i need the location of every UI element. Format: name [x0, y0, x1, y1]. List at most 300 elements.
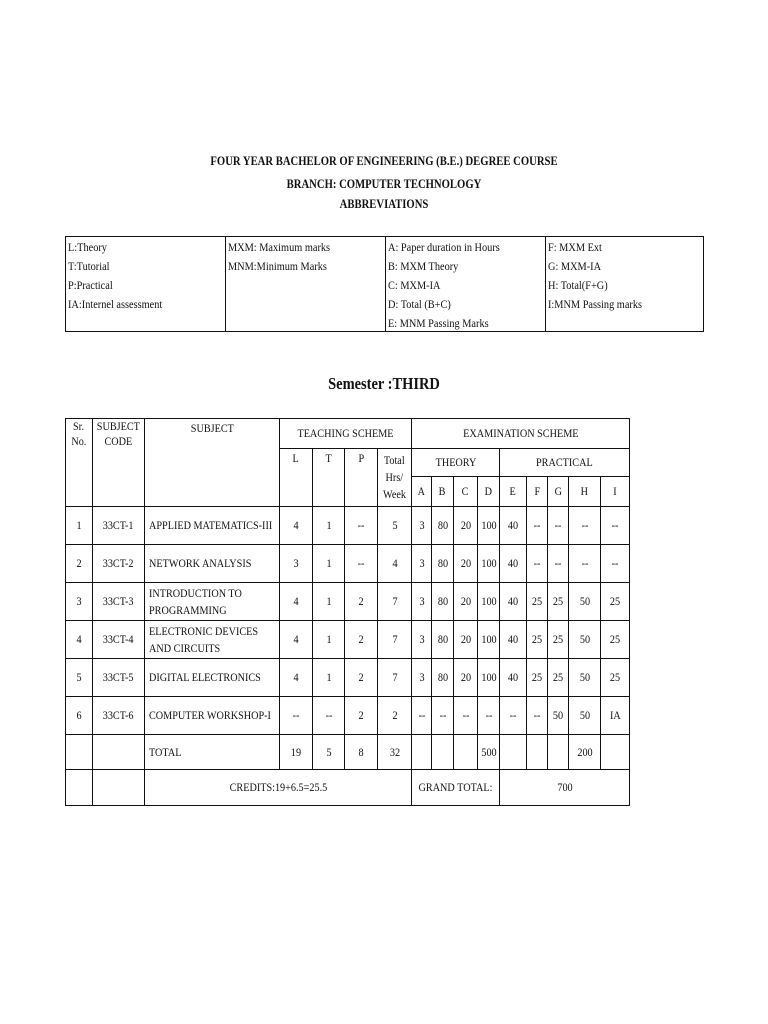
table-cell	[548, 697, 569, 735]
table-cell	[569, 697, 601, 735]
table-cell	[548, 735, 569, 770]
table-cell	[66, 697, 93, 735]
table-cell	[500, 583, 527, 621]
table-cell-text: 1	[325, 518, 332, 532]
table-cell	[478, 545, 500, 583]
table-cell	[500, 735, 527, 770]
table-cell-text: 80	[437, 670, 448, 684]
table-cell	[569, 507, 601, 545]
practical-header	[500, 449, 630, 477]
table-cell-text: 1	[325, 556, 332, 570]
header-row-1	[66, 419, 630, 449]
table-cell	[378, 697, 412, 735]
table-cell-text: 20	[460, 556, 471, 570]
table-cell	[601, 621, 630, 659]
examination-scheme-header	[412, 419, 630, 449]
table-row	[66, 507, 630, 545]
table-cell-text: 20	[460, 632, 471, 646]
table-cell	[478, 621, 500, 659]
table-cell	[412, 507, 432, 545]
credits-row	[66, 770, 630, 806]
abbr-item: C: MXM-IA	[388, 278, 441, 292]
table-cell	[527, 659, 548, 697]
table-cell	[93, 659, 145, 697]
table-cell-text: --	[554, 518, 562, 532]
table-cell-text: INTRODUCTION TO PROGRAMMING	[149, 585, 242, 617]
table-cell	[145, 735, 280, 770]
table-cell	[412, 621, 432, 659]
table-cell	[66, 545, 93, 583]
table-cell-text: 25	[609, 670, 621, 684]
table-cell-text: 33CT-1	[103, 518, 134, 532]
table-cell-text: 7	[391, 594, 398, 608]
table-cell-text: 3	[293, 556, 299, 570]
table-row	[66, 659, 630, 697]
table-cell	[527, 621, 548, 659]
table-cell-text: SUBJECT	[96, 419, 141, 433]
branch-title: BRANCH: COMPUTER TECHNOLOGY	[286, 176, 482, 191]
table-cell	[66, 659, 93, 697]
table-cell-text: 4	[293, 632, 299, 646]
table-cell-text: 5	[325, 744, 332, 759]
table-cell-text: 4	[293, 594, 299, 608]
total-hours-header	[378, 449, 412, 507]
table-cell-text: 700	[556, 780, 573, 794]
table-cell	[345, 545, 378, 583]
table-cell	[432, 545, 454, 583]
table-cell	[454, 659, 478, 697]
table-cell-text: 32	[389, 744, 400, 759]
table-cell	[313, 545, 345, 583]
table-cell-text: --	[554, 556, 562, 570]
table-cell	[345, 659, 378, 697]
table-cell	[548, 583, 569, 621]
table-cell	[66, 770, 93, 806]
table-cell	[280, 621, 313, 659]
table-cell-text: THEORY	[435, 455, 476, 469]
table-cell-text: --	[439, 708, 446, 722]
table-cell-text: B	[439, 484, 446, 498]
table-cell	[569, 621, 601, 659]
table-cell	[378, 735, 412, 770]
table-cell	[500, 697, 527, 735]
table-cell-text: --	[533, 556, 541, 570]
table-cell	[548, 507, 569, 545]
table-cell	[432, 583, 454, 621]
abbr-column-4	[546, 237, 703, 331]
table-cell	[569, 545, 601, 583]
table-cell-text: L	[292, 451, 300, 465]
table-cell-text: --	[325, 708, 332, 722]
table-cell	[145, 545, 280, 583]
table-cell-text: --	[611, 556, 619, 570]
table-cell-text: 3	[418, 556, 425, 570]
table-cell-text: 25	[609, 594, 621, 608]
table-cell-text: 25	[552, 632, 564, 646]
table-cell-text: 3	[76, 594, 82, 608]
table-cell	[378, 621, 412, 659]
table-cell-text: GRAND TOTAL:	[418, 780, 493, 794]
table-cell	[280, 735, 313, 770]
table-cell-text: EXAMINATION SCHEME	[462, 426, 579, 440]
table-cell-text: --	[357, 556, 365, 570]
abbr-item: E: MNM Passing Marks	[388, 316, 489, 330]
table-cell	[412, 697, 432, 735]
subject-header	[145, 419, 280, 507]
table-cell	[93, 735, 145, 770]
table-cell	[432, 697, 454, 735]
table-cell-text: 25	[531, 632, 543, 646]
table-cell-text: Week	[383, 487, 406, 501]
table-cell-text: 4	[293, 518, 299, 532]
table-cell	[378, 507, 412, 545]
table-cell	[432, 507, 454, 545]
table-cell-text: 6	[76, 708, 82, 722]
table-cell-text: 33CT-6	[103, 708, 134, 722]
table-cell	[412, 735, 432, 770]
table-cell	[66, 507, 93, 545]
table-cell	[280, 545, 313, 583]
abbr-item: D: Total (B+C)	[388, 297, 451, 311]
table-cell	[313, 621, 345, 659]
table-cell-text: Total	[384, 453, 405, 467]
table-cell-text: --	[581, 556, 588, 570]
table-cell	[527, 507, 548, 545]
abbr-item: B: MXM Theory	[388, 259, 459, 273]
table-cell-text: 80	[437, 594, 448, 608]
table-cell	[569, 659, 601, 697]
table-cell-text: TEACHING SCHEME	[297, 426, 394, 440]
table-cell	[93, 507, 145, 545]
table-cell	[412, 659, 432, 697]
lecture-header	[280, 449, 313, 507]
table-cell-text: H	[580, 484, 589, 498]
table-cell-text: 50	[552, 708, 564, 722]
document-title: FOUR YEAR BACHELOR OF ENGINEERING (B.E.) DEGREE COURSE	[210, 153, 558, 168]
table-cell	[280, 697, 313, 735]
sr-no-header	[66, 419, 93, 507]
table-cell-text: 20	[460, 518, 471, 532]
abbr-item: I:MNM Passing marks	[548, 297, 643, 311]
table-cell	[601, 545, 630, 583]
table-cell	[601, 507, 630, 545]
table-cell-text: E	[509, 484, 517, 498]
abbr-item: IA:Internel assessment	[68, 297, 163, 311]
abbr-item: F: MXM Ext	[548, 240, 602, 254]
table-cell	[412, 583, 432, 621]
table-cell-text: 50	[579, 632, 590, 646]
abbr-column-1	[66, 237, 226, 331]
table-cell-text: 5	[76, 670, 82, 684]
table-cell-text: --	[292, 708, 300, 722]
table-cell	[145, 583, 280, 621]
table-cell	[500, 659, 527, 697]
table-cell-text: 8	[358, 744, 364, 759]
table-cell	[280, 659, 313, 697]
table-cell-text: 3	[418, 518, 425, 532]
table-cell	[454, 583, 478, 621]
table-cell-text: I	[613, 484, 617, 498]
table-cell	[412, 545, 432, 583]
table-cell-text: APPLIED MATEMATICS-III	[149, 518, 273, 532]
table-cell-text: 3	[418, 670, 425, 684]
col-h-header	[569, 477, 601, 507]
table-cell	[93, 621, 145, 659]
table-cell	[601, 583, 630, 621]
table-cell-text: PRACTICAL	[536, 455, 593, 469]
table-cell-text: 2	[358, 708, 364, 722]
abbr-column-2	[226, 237, 386, 331]
table-cell-text: SUBJECT	[190, 421, 234, 435]
table-cell-text: --	[462, 708, 469, 722]
table-cell-text: 7	[391, 670, 398, 684]
table-cell	[548, 621, 569, 659]
table-cell-text: C	[462, 484, 469, 498]
abbr-item: H: Total(F+G)	[548, 278, 608, 292]
table-cell	[478, 583, 500, 621]
table-row	[66, 545, 630, 583]
table-cell-text: 1	[325, 594, 332, 608]
table-cell-text: 19	[290, 744, 302, 759]
scheme-table	[65, 418, 630, 806]
abbr-item: A: Paper duration in Hours	[388, 240, 500, 254]
table-cell-text: G	[554, 484, 562, 498]
table-cell	[93, 545, 145, 583]
table-cell-text: 3	[418, 594, 425, 608]
abbr-item: P:Practical	[68, 278, 113, 292]
table-cell-text: 500	[480, 744, 497, 759]
table-cell	[432, 735, 454, 770]
table-cell	[345, 621, 378, 659]
table-cell-text: ELECTRONIC DEVICES AND CIRCUITS	[149, 623, 259, 655]
abbreviations-box	[65, 236, 704, 332]
table-cell-text: Hrs/	[385, 470, 404, 484]
table-cell	[93, 770, 145, 806]
table-cell-text: 25	[552, 594, 564, 608]
table-cell	[432, 621, 454, 659]
table-cell	[454, 735, 478, 770]
table-cell-text: 25	[609, 632, 621, 646]
table-cell-text: 2	[76, 556, 82, 570]
table-cell-text: 33CT-5	[103, 670, 134, 684]
table-cell-text: 100	[480, 670, 497, 684]
table-cell	[548, 545, 569, 583]
table-cell-text: 40	[507, 594, 519, 608]
table-cell-text: 20	[460, 670, 471, 684]
table-cell-text: 40	[507, 518, 519, 532]
practical-hours-header	[345, 449, 378, 507]
table-cell-text: 80	[437, 632, 448, 646]
table-row	[66, 697, 630, 735]
table-cell-text: 1	[325, 632, 332, 646]
abbr-item: T:Tutorial	[68, 259, 110, 273]
table-cell-text: CODE	[104, 434, 133, 448]
col-a-header	[412, 477, 432, 507]
table-cell	[432, 659, 454, 697]
table-cell-text: 7	[391, 632, 398, 646]
table-cell-text: IA	[609, 708, 621, 722]
table-cell-text: 50	[579, 670, 590, 684]
table-cell-text: 3	[418, 632, 425, 646]
table-cell-text: 40	[507, 670, 519, 684]
table-cell	[345, 735, 378, 770]
table-cell	[313, 583, 345, 621]
table-cell	[527, 583, 548, 621]
table-cell	[280, 507, 313, 545]
table-cell-text: 100	[480, 518, 497, 532]
abbr-item: MNM:Minimum Marks	[228, 259, 327, 273]
table-cell	[378, 583, 412, 621]
table-cell-text: 100	[480, 594, 497, 608]
table-cell-text: DIGITAL ELECTRONICS	[149, 670, 261, 684]
table-cell	[345, 583, 378, 621]
table-cell	[601, 697, 630, 735]
table-row	[66, 583, 630, 621]
table-cell-text: 50	[579, 594, 590, 608]
table-cell	[66, 621, 93, 659]
table-cell	[378, 659, 412, 697]
table-cell-text: CREDITS:19+6.5=25.5	[229, 780, 327, 794]
table-cell-text: 40	[507, 556, 519, 570]
table-cell	[66, 583, 93, 621]
table-cell	[527, 735, 548, 770]
table-cell-text: 33CT-3	[103, 594, 134, 608]
table-cell	[313, 735, 345, 770]
col-b-header	[432, 477, 454, 507]
table-cell	[345, 507, 378, 545]
table-cell	[145, 659, 280, 697]
table-cell	[500, 507, 527, 545]
table-cell-text: --	[611, 518, 619, 532]
table-cell-text: 1	[76, 518, 82, 532]
total-label: TOTAL	[149, 744, 182, 759]
table-cell-text: 2	[391, 708, 398, 722]
table-cell	[569, 735, 601, 770]
table-cell-text: COMPUTER WORKSHOP-I	[149, 708, 271, 722]
table-cell-text: --	[485, 708, 492, 722]
table-cell-text: D	[484, 484, 493, 498]
col-g-header	[548, 477, 569, 507]
table-cell	[313, 507, 345, 545]
table-cell-text: 40	[507, 632, 519, 646]
table-cell	[500, 545, 527, 583]
table-cell-text: 25	[552, 670, 564, 684]
table-cell-text: 200	[576, 744, 593, 759]
table-cell	[601, 659, 630, 697]
table-cell-text: --	[509, 708, 517, 722]
table-cell-text: 25	[531, 670, 543, 684]
tutorial-header	[313, 449, 345, 507]
table-cell-text: 20	[460, 594, 471, 608]
col-d-header	[478, 477, 500, 507]
table-cell	[313, 659, 345, 697]
table-cell-text: 100	[480, 556, 497, 570]
grand-total-value	[500, 770, 630, 806]
table-cell	[454, 697, 478, 735]
credits-cell	[145, 770, 412, 806]
table-cell-text: 2	[358, 632, 364, 646]
total-row	[66, 735, 630, 770]
table-cell	[280, 583, 313, 621]
table-cell	[454, 507, 478, 545]
col-i-header	[601, 477, 630, 507]
table-cell-text: --	[357, 518, 365, 532]
table-cell-text: 33CT-4	[103, 632, 134, 646]
table-cell	[527, 545, 548, 583]
table-cell	[500, 621, 527, 659]
table-cell	[345, 697, 378, 735]
table-cell	[93, 583, 145, 621]
table-cell-text: 33CT-2	[103, 556, 134, 570]
abbreviations-title: ABBREVIATIONS	[339, 196, 429, 211]
table-cell-text: 4	[391, 556, 398, 570]
table-cell-text: --	[581, 518, 588, 532]
table-cell	[145, 697, 280, 735]
table-cell-text: --	[533, 518, 541, 532]
theory-header	[412, 449, 500, 477]
table-cell-text: 1	[325, 670, 332, 684]
table-cell-text: No.	[71, 434, 87, 448]
table-cell-text: 80	[437, 556, 448, 570]
table-cell	[454, 621, 478, 659]
col-f-header	[527, 477, 548, 507]
table-cell-text: 100	[480, 632, 497, 646]
table-cell-text: 2	[358, 594, 364, 608]
table-cell-text: F	[534, 484, 540, 498]
table-cell-text: 80	[437, 518, 448, 532]
table-cell	[478, 697, 500, 735]
table-cell-text: 4	[76, 632, 82, 646]
table-cell-text: P	[358, 451, 364, 465]
table-cell-text: 4	[293, 670, 299, 684]
table-cell-text: 2	[358, 670, 364, 684]
table-cell	[527, 697, 548, 735]
table-cell	[569, 583, 601, 621]
table-cell-text: T	[325, 451, 332, 465]
table-cell	[454, 545, 478, 583]
abbr-item: L:Theory	[68, 240, 107, 254]
table-cell	[66, 735, 93, 770]
abbr-item: G: MXM-IA	[548, 259, 602, 273]
abbr-item: MXM: Maximum marks	[228, 240, 331, 254]
col-c-header	[454, 477, 478, 507]
table-cell	[313, 697, 345, 735]
grand-total-label	[412, 770, 500, 806]
table-cell	[378, 545, 412, 583]
subject-code-header	[93, 419, 145, 507]
table-cell	[478, 659, 500, 697]
col-e-header	[500, 477, 527, 507]
table-cell	[145, 507, 280, 545]
semester-title: Semester :THIRD	[328, 374, 440, 393]
table-cell-text: 50	[579, 708, 590, 722]
table-cell-text: --	[418, 708, 425, 722]
table-row	[66, 621, 630, 659]
teaching-scheme-header	[280, 419, 412, 449]
table-cell-text: NETWORK ANALYSIS	[149, 556, 252, 570]
table-cell	[601, 735, 630, 770]
abbr-column-3	[386, 237, 546, 331]
table-cell	[145, 621, 280, 659]
table-cell	[93, 697, 145, 735]
table-cell-text: --	[533, 708, 541, 722]
table-cell	[478, 507, 500, 545]
table-cell-text: Sr.	[73, 419, 85, 433]
table-cell-text: A	[417, 484, 426, 498]
table-cell	[478, 735, 500, 770]
table-cell-text: 25	[531, 594, 543, 608]
table-cell	[548, 659, 569, 697]
